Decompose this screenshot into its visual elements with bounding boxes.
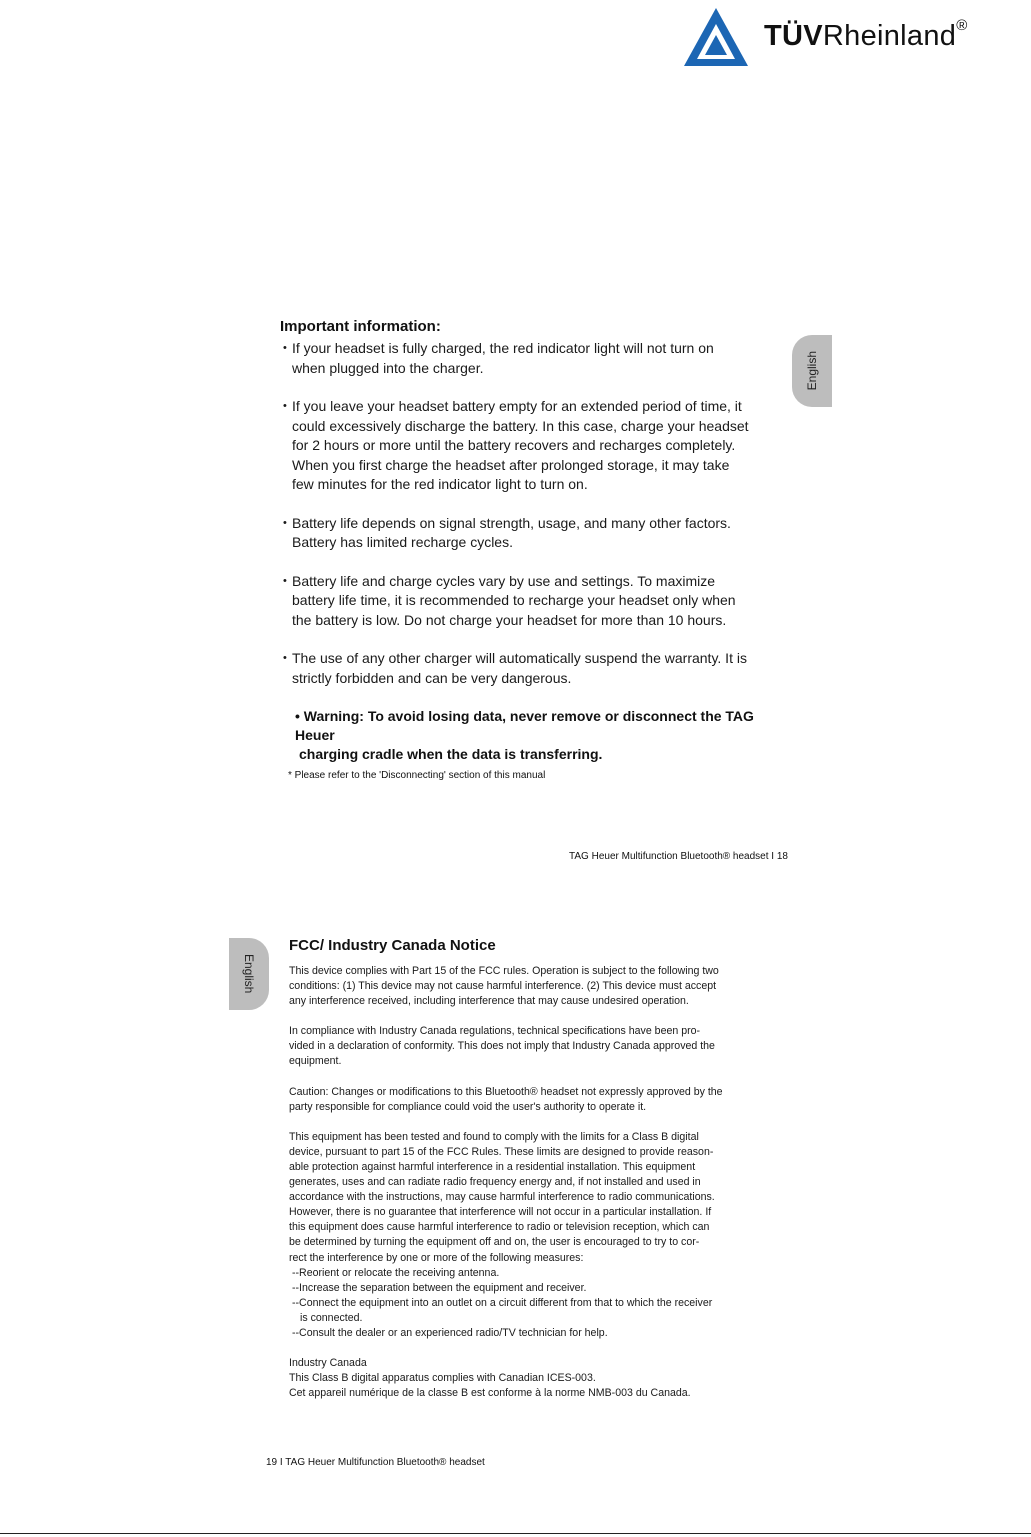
class-b-paragraph: This equipment has been tested and found to comply with the limits for a Class B digital device, pursuant to part 15 of the FCC Rules. These limits are designed to provide reason- able protection against harmful interference in a residential installation. This equipment generates, uses and can radiate radio frequency energy and, if not installed and used in accordance with the instructions, may cause harmful interference to radio communications. However, there is no guarantee that interference will not occur in a particular installation. If this equipment does cause harmful interference to radio or television reception, which can be determined by turning the equipment off and on, the user is encouraged to try to cor- rect the interference by one or more of the following measures: --Reorient or relocate the receiving antenna. --Increase the separation between the equipment and receiver. --Connect the equipment into an outlet on a circuit different from that to which the receiver is connected. --Consult the dealer or an experienced radio/TV technician for help.: [289, 1130, 789, 1341]
info-bullet: • If your headset is fully charged, the red indicator light will not turn on when plugged into the charger.: [280, 339, 795, 378]
language-tab-right: [792, 335, 832, 407]
important-information-section: [280, 318, 795, 781]
fcc-paragraph: This device complies with Part 15 of the FCC rules. Operation is subject to the following two conditions: (1) This device may not cause harmful interference. (2) This device must accept any interference received, including interference that may cause undesired operation.: [289, 965, 719, 1008]
ices-paragraph: Industry Canada This Class B digital apparatus complies with Canadian ICES-003. Cet appareil numérique de la classe B est conforme à la norme NMB-003 du Canada.: [289, 1357, 691, 1400]
measure-item: --Connect the equipment into an outlet on a circuit different from that to which the receiver: [292, 1296, 713, 1309]
measure-item: is connected.: [300, 1311, 363, 1324]
fcc-notice-section: [289, 937, 789, 1416]
info-bullet: • Battery life depends on signal strength, usage, and many other factors. Battery has limited recharge cycles.: [280, 514, 795, 553]
measure-item: --Consult the dealer or an experienced radio/TV technician for help.: [292, 1326, 608, 1339]
industry-canada-paragraph: In compliance with Industry Canada regulations, technical specifications have been pro- vided in a declaration of conformity. This does not imply that Industry Canada approved the equipment.: [289, 1025, 715, 1068]
page-footer-19: 19 I TAG Heuer Multifunction Bluetooth® headset: [266, 1457, 485, 1468]
page-footer-18: TAG Heuer Multifunction Bluetooth® headset I 18: [569, 851, 788, 862]
fcc-notice-heading: FCC/ Industry Canada Notice: [289, 937, 496, 954]
info-bullet: • Battery life and charge cycles vary by use and settings. To maximize battery life time, it is recommended to recharge your headset only when the battery is low. Do not charge your headset for more than 10 hours.: [280, 572, 795, 631]
measure-item: --Increase the separation between the equipment and receiver.: [292, 1281, 587, 1294]
measure-item: --Reorient or relocate the receiving antenna.: [292, 1266, 500, 1279]
triangle-logo-icon: [682, 6, 750, 68]
language-tab-label: English: [805, 351, 819, 391]
info-bullet: • If you leave your headset battery empty for an extended period of time, it could excessively discharge the battery. In this case, charge your headset for 2 hours or more until the battery recovers and recharges completely. When you first charge the headset after prolonged storage, it may take few minutes for the red indicator light to turn on.: [280, 397, 795, 495]
footnote: * Please refer to the 'Disconnecting' section of this manual: [288, 770, 546, 781]
bottom-divider: [0, 1533, 1031, 1534]
language-tab-label: English: [242, 954, 256, 994]
caution-paragraph: Caution: Changes or modifications to this Bluetooth® headset not expressly approved by the party responsible for compliance could void the user's authority to operate it.: [289, 1085, 723, 1113]
warning-text: • Warning: To avoid losing data, never remove or disconnect the TAG Heuer charging cradle when the data is transferring.: [295, 708, 754, 762]
important-information-heading: Important information:: [280, 318, 441, 335]
logo-wordmark: TÜVRheinland®: [764, 17, 968, 52]
info-bullet: • The use of any other charger will automatically suspend the warranty. It is strictly forbidden and can be very dangerous.: [280, 649, 795, 688]
tuv-rheinland-logo: [682, 6, 1012, 70]
language-tab-left: [229, 938, 269, 1010]
